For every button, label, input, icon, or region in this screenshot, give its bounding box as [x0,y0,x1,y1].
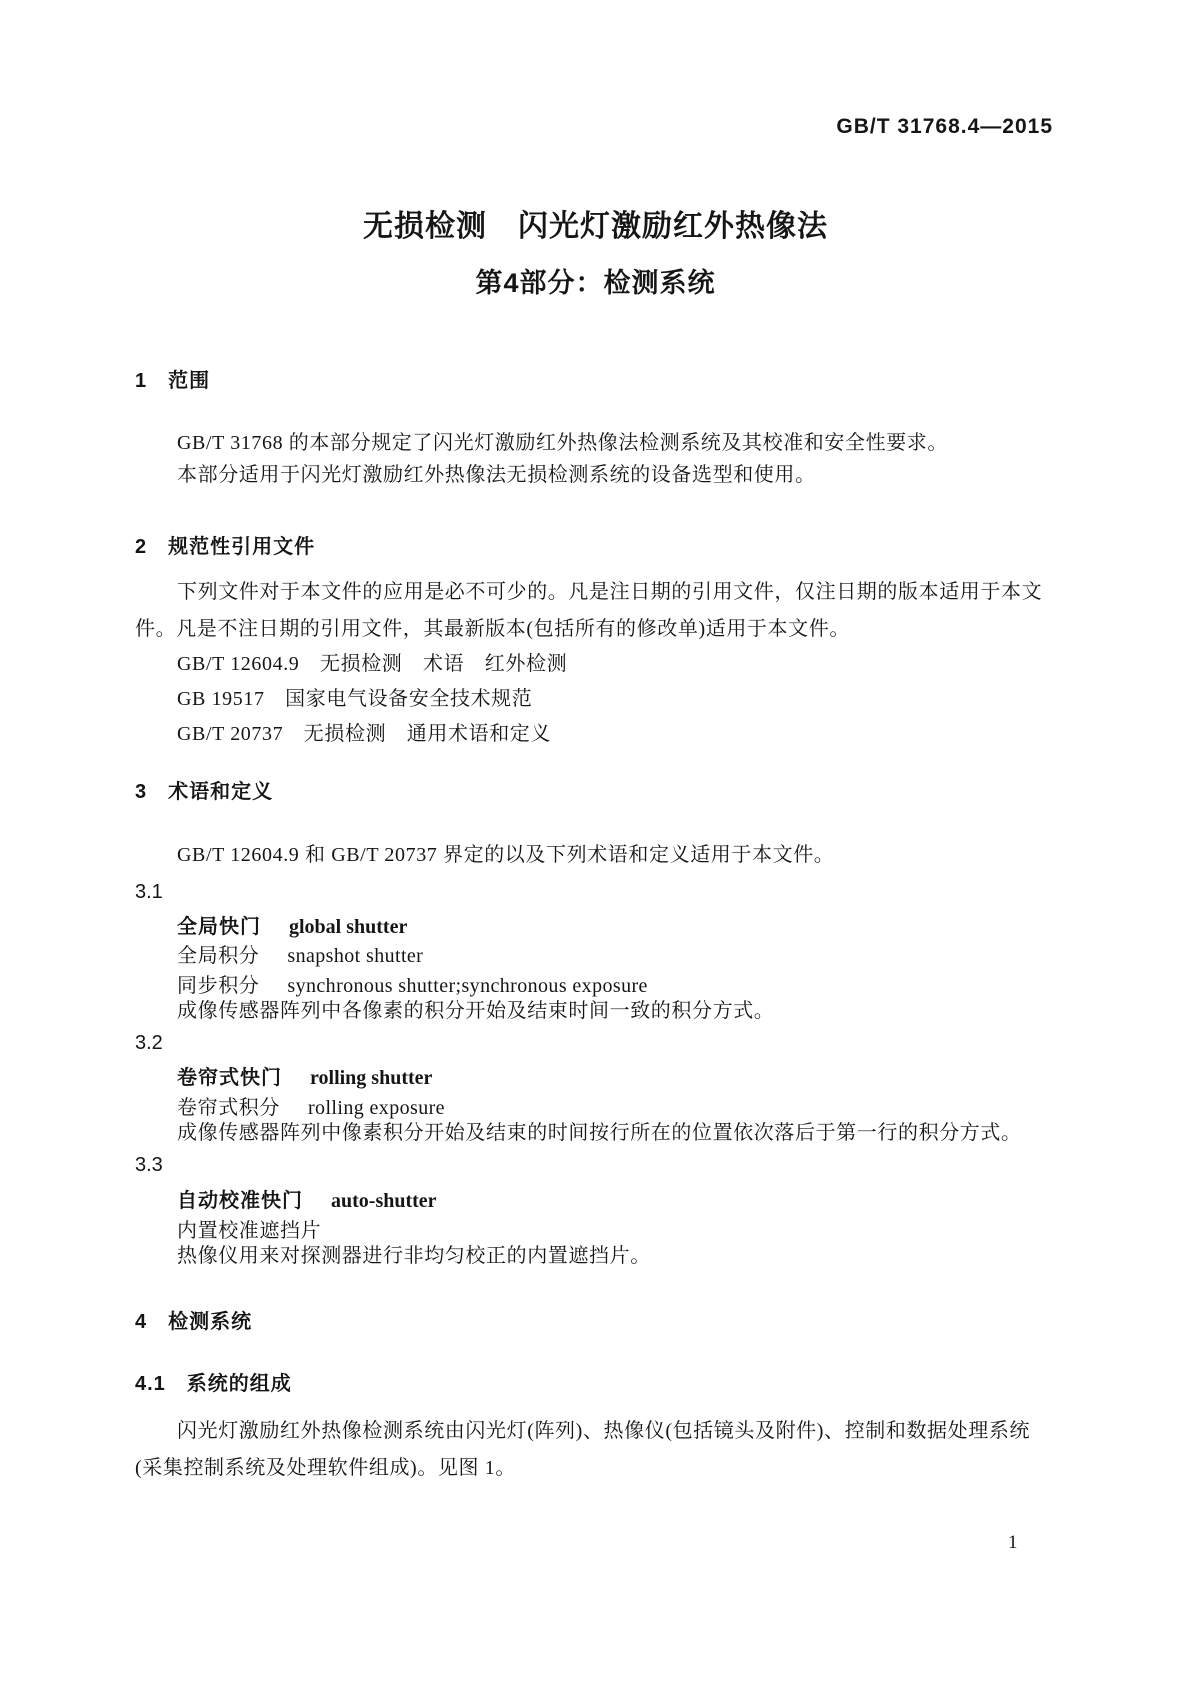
section-3-heading: 3 术语和定义 [135,781,274,803]
term-number: 3.2 [135,1032,163,1054]
synonym-zh: 卷帘式积分 [177,1097,280,1119]
section-4-heading: 4 检测系统 [135,1311,253,1333]
section-4-1-heading: 4.1 系统的组成 [135,1373,292,1395]
term-entry [177,910,407,939]
term-synonym [177,1091,445,1120]
term-zh: 全局快门 [177,916,261,938]
term-definition: 热像仪用来对探测器进行非均匀校正的内置遮挡片。 [177,1245,651,1267]
section-4-paragraph-line: (采集控制系统及处理软件组成)。见图 1。 [135,1457,516,1479]
reference-item: GB/T 12604.9 无损检测 术语 红外检测 [177,653,568,675]
term-zh: 卷帘式快门 [177,1067,282,1089]
term-synonym [177,969,648,998]
reference-item: GB 19517 国家电气设备安全技术规范 [177,688,533,710]
term-number: 3.3 [135,1154,163,1176]
term-zh: 自动校准快门 [177,1190,303,1212]
reference-item: GB/T 20737 无损检测 通用术语和定义 [177,723,551,745]
synonym-zh: 同步积分 [177,975,260,997]
term-en: rolling shutter [310,1067,433,1089]
document-title-line2: 第4部分：检测系统 [475,268,716,298]
section-4-paragraph-line: 闪光灯激励红外热像检测系统由闪光灯(阵列)、热像仪(包括镜头及附件)、控制和数据处理系统 [177,1420,1031,1442]
synonym-en: synchronous shutter;synchronous exposure [287,975,648,997]
synonym-zh: 内置校准遮挡片 [177,1220,322,1242]
section-1-paragraph-2: 本部分适用于闪光灯激励红外热像法无损检测系统的设备选型和使用。 [177,464,816,486]
term-synonym [177,939,423,968]
standard-code: GB/T 31768.4—2015 [836,115,1053,138]
term-entry [177,1061,432,1090]
term-synonym [177,1214,349,1243]
term-en: auto-shutter [331,1190,437,1212]
term-number: 3.1 [135,881,163,903]
page-number: 1 [1008,1532,1018,1553]
synonym-en: rolling exposure [308,1097,445,1119]
term-entry [177,1184,437,1213]
term-en: global shutter [289,916,408,938]
section-2-intro-line: 件。凡是不注日期的引用文件，其最新版本(包括所有的修改单)适用于本文件。 [135,618,850,640]
term-definition: 成像传感器阵列中像素积分开始及结束的时间按行所在的位置依次落后于第一行的积分方式。 [177,1122,1022,1144]
document-title-line1: 无损检测 闪光灯激励红外热像法 [363,210,828,243]
section-3-intro: GB/T 12604.9 和 GB/T 20737 界定的以及下列术语和定义适用于本文件。 [177,844,835,866]
term-definition: 成像传感器阵列中各像素的积分开始及结束时间一致的积分方式。 [177,1000,775,1022]
section-2-heading: 2 规范性引用文件 [135,536,316,558]
section-2-intro-line: 下列文件对于本文件的应用是必不可少的。凡是注日期的引用文件，仅注日期的版本适用于本文 [177,581,1043,603]
section-1-paragraph-1: GB/T 31768 的本部分规定了闪光灯激励红外热像法检测系统及其校准和安全性要求。 [177,432,948,454]
section-1-heading: 1 范围 [135,370,211,392]
synonym-en: snapshot shutter [287,945,424,967]
synonym-zh: 全局积分 [177,945,260,967]
